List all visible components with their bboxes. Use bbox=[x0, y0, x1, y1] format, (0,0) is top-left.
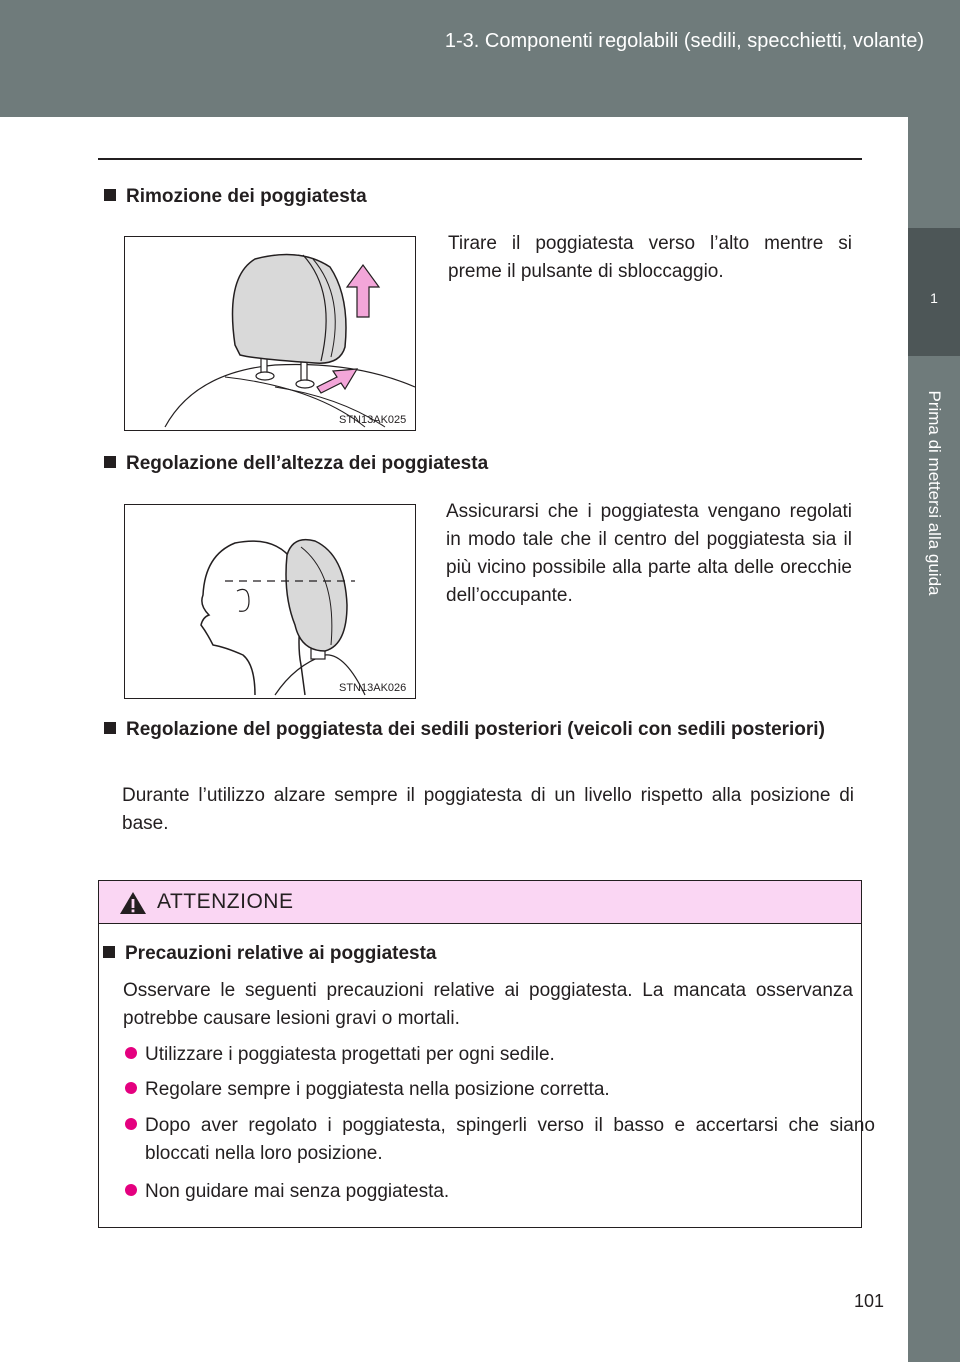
chapter-label: Prima di mettersi alla guida bbox=[925, 390, 944, 596]
figure-code: STN13AK025 bbox=[339, 414, 407, 426]
warning-box bbox=[98, 880, 875, 1228]
heading-removal: Rimozione dei poggiatesta bbox=[104, 182, 367, 212]
heading-rear-seats: Regolazione del poggiatesta dei sedili posteriori (veicoli con sedili posteriori) bbox=[104, 715, 876, 745]
pink-dot-icon bbox=[125, 1118, 137, 1130]
square-bullet-icon bbox=[104, 722, 116, 734]
warning-bullet-item: Regolare sempre i poggiatesta nella posizione corretta. bbox=[125, 1076, 855, 1104]
rear-seats-text: Durante l’utilizzo alzare sempre il poggiatesta di un livello rispetto alla posizione di base. bbox=[122, 785, 854, 834]
chapter-number: 1 bbox=[930, 290, 938, 306]
warning-bullet-item: Dopo aver regolato i poggiatesta, spingerli verso il basso e accertarsi che siano bloccati nella loro posizione. bbox=[125, 1112, 875, 1168]
page-number: 101 bbox=[854, 1291, 885, 1311]
pink-dot-icon bbox=[125, 1047, 137, 1059]
warning-title: ATTENZIONE bbox=[157, 890, 294, 913]
pink-dot-icon bbox=[125, 1184, 137, 1196]
square-bullet-icon bbox=[104, 189, 116, 201]
pink-dot-icon bbox=[125, 1082, 137, 1094]
heading-height: Regolazione dell’altezza dei poggiatesta bbox=[104, 449, 488, 479]
top-rule bbox=[98, 158, 862, 160]
square-bullet-icon bbox=[104, 456, 116, 468]
warning-bullet-item: Non guidare mai senza poggiatesta. bbox=[125, 1178, 855, 1206]
height-text: Assicurarsi che i poggiatesta vengano regolati in modo tale che il centro del poggiatesta sia il più vicino possibile alla parte alta delle orecchie dell’occupante. bbox=[446, 501, 852, 606]
figure-headrest-height bbox=[124, 504, 416, 699]
removal-text: Tirare il poggiatesta verso l’alto mentre si preme il pulsante di sbloccaggio. bbox=[448, 233, 852, 282]
warning-text: Osservare le seguenti precauzioni relative ai poggiatesta. La mancata osservanza potrebbe causare lesioni gravi o mortali. bbox=[123, 980, 853, 1029]
square-bullet-icon bbox=[103, 946, 115, 958]
header-band bbox=[0, 0, 960, 117]
warning-heading: Precauzioni relative ai poggiatesta bbox=[103, 939, 437, 969]
figure-code: STN13AK026 bbox=[339, 682, 407, 694]
warning-bullet-item: Utilizzare i poggiatesta progettati per ogni sedile. bbox=[125, 1041, 855, 1069]
warning-header bbox=[99, 881, 861, 924]
warning-triangle-icon bbox=[119, 891, 147, 915]
figure-headrest-removal bbox=[124, 236, 416, 431]
section-title: 1-3. Componenti regolabili (sedili, specchietti, volante) bbox=[444, 30, 924, 52]
